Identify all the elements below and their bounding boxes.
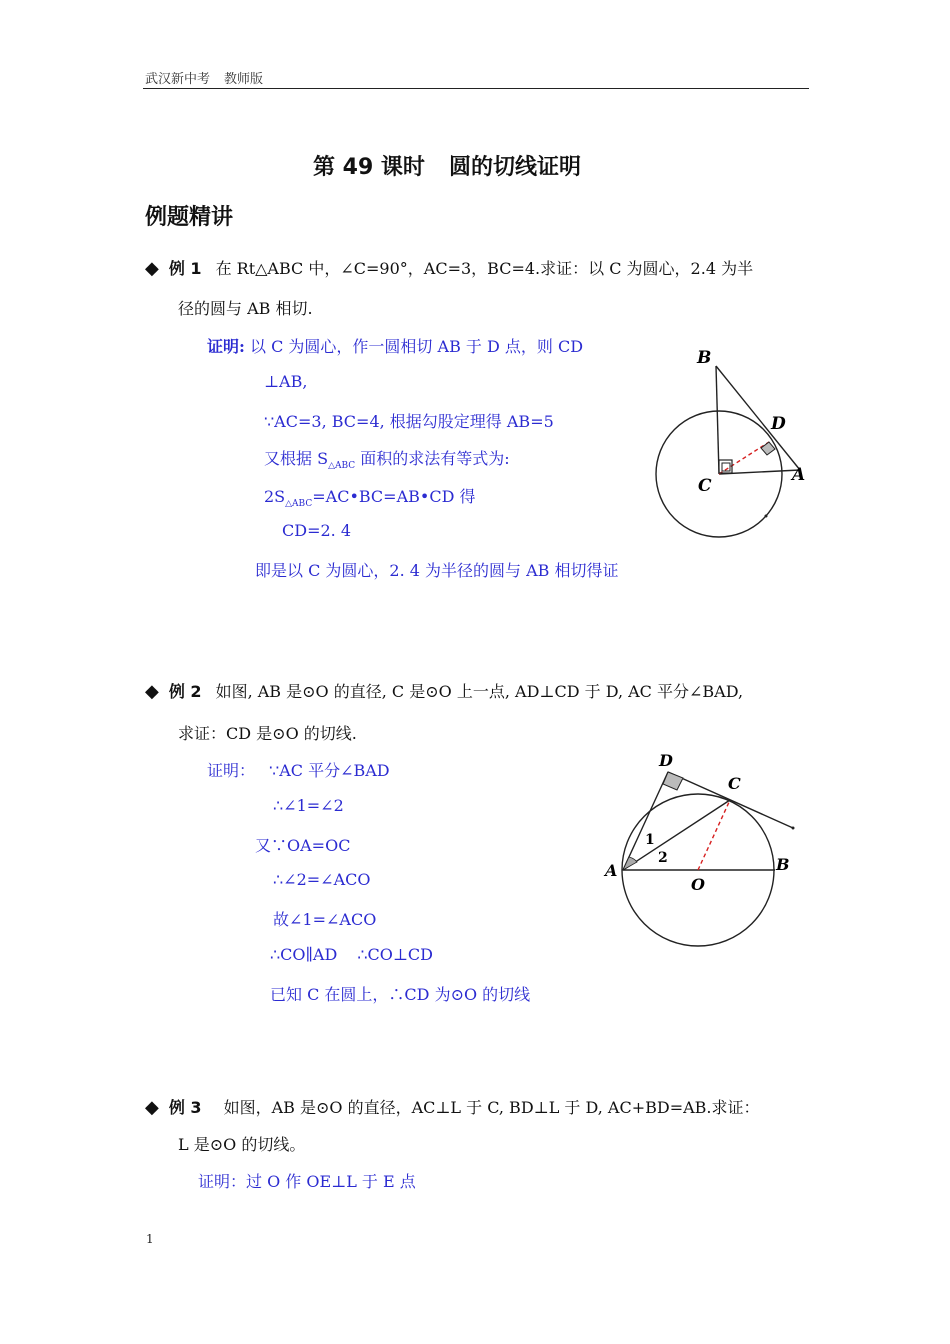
segment-ab — [716, 366, 800, 470]
proof-2-line-1: 证明： ∵AC 平分∠BAD — [207, 761, 390, 780]
proof-1-line-4: 又根据 $S_{\triangle ABC}$ 面积的求法有等式为: — [264, 449, 510, 472]
proof-2-line-4: ∴∠2=∠ACO — [273, 870, 371, 889]
label-d: D — [659, 751, 673, 770]
page-title: 第 49 课时 圆的切线证明 — [313, 155, 581, 180]
bullet-diamond-icon: ◆ — [145, 1097, 159, 1118]
example-1-line-2: 径的圆与 AB 相切. — [178, 299, 313, 318]
proof-2-line-3: 又∵OA=OC — [255, 836, 351, 855]
header-edition: 教师版 — [224, 72, 264, 87]
figure-1-diagram — [640, 340, 815, 550]
segment-cd — [719, 442, 769, 474]
example-3-line-2: L 是⊙O 的切线。 — [178, 1135, 306, 1154]
proof-1-line-1: 证明: 以 C 为圆心，作一圆相切 AB 于 D 点，则 CD — [207, 337, 584, 356]
section-heading: 例题精讲 — [145, 205, 234, 230]
example-1-line-1: ◆ 例 1 在 Rt△ABC 中，∠C=90°，AC=3，BC=4.求证：以 C 为圆心，2.4 为半 — [145, 258, 754, 279]
example-label: 例 3 — [168, 1098, 202, 1117]
label-c: C — [698, 476, 712, 496]
label-angle-1: 1 — [645, 832, 655, 848]
proof-2-line-2: ∴∠1=∠2 — [273, 796, 344, 815]
proof-1-line-3: ∵AC=3, BC=4, 根据勾股定理得 AB=5 — [264, 412, 554, 431]
example-label: 例 2 — [168, 682, 202, 701]
proof-1-line-6: CD=2. 4 — [282, 521, 352, 540]
example-3-line-1: ◆ 例 3 如图，AB 是⊙O 的直径，AC⊥L 于 C, BD⊥L 于 D, AC+BD=AB.求证： — [145, 1097, 760, 1118]
label-b: B — [776, 855, 790, 874]
header-school: 武汉新中考 — [145, 72, 211, 87]
example-2-line-1: ◆ 例 2 如图, AB 是⊙O 的直径, C 是⊙O 上一点, AD⊥CD 于 D, AC 平分∠BAD, — [145, 681, 744, 702]
label-c: C — [728, 774, 741, 793]
label-b: B — [697, 348, 712, 368]
page-number: 1 — [146, 1232, 154, 1246]
right-angle-d — [761, 442, 775, 455]
example-2-line-2: 求证：CD 是⊙O 的切线. — [178, 724, 357, 743]
label-a: A — [792, 465, 806, 485]
proof-2-line-6: ∴CO∥AD ∴CO⊥CD — [270, 945, 433, 964]
example-label: 例 1 — [168, 259, 202, 278]
segment-bc — [716, 366, 719, 474]
angle-mark-a — [623, 857, 637, 870]
proof-1-line-2: ⊥AB, — [264, 372, 308, 391]
figure-2-diagram — [595, 745, 805, 955]
header-rule — [143, 88, 809, 89]
label-d: D — [771, 414, 786, 434]
proof-1-line-7: 即是以 C 为圆心，2. 4 为半径的圆与 AB 相切得证 — [255, 561, 619, 580]
label-o: O — [691, 875, 705, 894]
page-header — [145, 68, 263, 87]
label-angle-2: 2 — [658, 850, 668, 866]
label-a: A — [605, 861, 618, 880]
proof-2-line-7: 已知 C 在圆上，∴CD 为⊙O 的切线 — [270, 985, 531, 1004]
bullet-diamond-icon: ◆ — [145, 258, 159, 279]
proof-2-line-5: 故∠1=∠ACO — [273, 910, 377, 929]
bullet-diamond-icon: ◆ — [145, 681, 159, 702]
proof-3-line-1: 证明：过 O 作 OE⊥L 于 E 点 — [198, 1172, 416, 1191]
proof-1-line-5: $2S_{\triangle ABC}=AC•BC=AB•CD$ 得 — [264, 487, 476, 510]
